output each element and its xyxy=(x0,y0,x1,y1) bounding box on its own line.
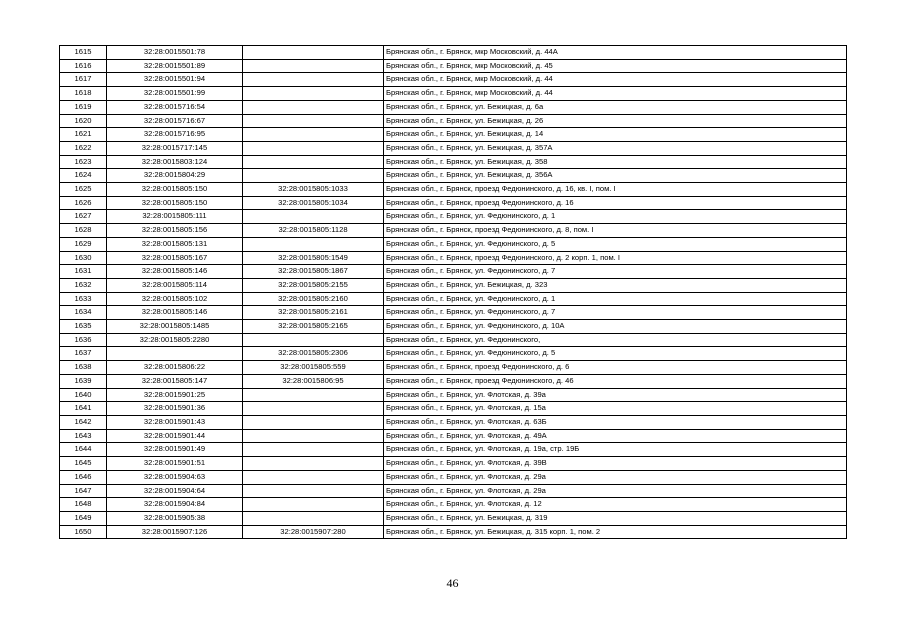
row-number-cell: 1621 xyxy=(60,128,107,142)
row-number-cell: 1633 xyxy=(60,292,107,306)
related-number-cell xyxy=(243,484,384,498)
cadastral-number-cell: 32:28:0015803:124 xyxy=(107,155,243,169)
related-number-cell xyxy=(243,402,384,416)
row-number-cell: 1619 xyxy=(60,100,107,114)
table-row xyxy=(60,128,847,142)
cadastral-number-cell: 32:28:0015805:150 xyxy=(107,196,243,210)
related-number-cell xyxy=(243,415,384,429)
related-number-cell: 32:28:0015805:1034 xyxy=(243,196,384,210)
row-number-cell: 1637 xyxy=(60,347,107,361)
related-number-cell: 32:28:0015805:2165 xyxy=(243,320,384,334)
cadastral-number-cell: 32:28:0015805:102 xyxy=(107,292,243,306)
address-cell: Брянская обл., г. Брянск, проезд Федюнинского, д. 8, пом. I xyxy=(384,224,847,238)
address-cell: Брянская обл., г. Брянск, ул. Бежицкая, д. 26 xyxy=(384,114,847,128)
address-cell: Брянская обл., г. Брянск, проезд Федюнинского, д. 16 xyxy=(384,196,847,210)
table-row xyxy=(60,347,847,361)
row-number-cell: 1630 xyxy=(60,251,107,265)
row-number-cell: 1624 xyxy=(60,169,107,183)
address-cell: Брянская обл., г. Брянск, проезд Федюнинского, д. 46 xyxy=(384,374,847,388)
cadastral-number-cell: 32:28:0015805:167 xyxy=(107,251,243,265)
cadastral-number-cell: 32:28:0015805:156 xyxy=(107,224,243,238)
address-cell: Брянская обл., г. Брянск, ул. Флотская, д. 39а xyxy=(384,388,847,402)
address-cell: Брянская обл., г. Брянск, ул. Федюнинского, д. 7 xyxy=(384,306,847,320)
related-number-cell: 32:28:0015907:280 xyxy=(243,525,384,539)
related-number-cell: 32:28:0015805:1128 xyxy=(243,224,384,238)
address-cell: Брянская обл., г. Брянск, мкр Московский, д. 45 xyxy=(384,59,847,73)
table-row xyxy=(60,210,847,224)
related-number-cell xyxy=(243,457,384,471)
cadastral-number-cell: 32:28:0015904:84 xyxy=(107,498,243,512)
cadastral-number-cell: 32:28:0015901:49 xyxy=(107,443,243,457)
row-number-cell: 1625 xyxy=(60,183,107,197)
cadastral-number-cell: 32:28:0015901:43 xyxy=(107,415,243,429)
related-number-cell xyxy=(243,429,384,443)
address-cell: Брянская обл., г. Брянск, ул. Бежицкая, д. 14 xyxy=(384,128,847,142)
row-number-cell: 1646 xyxy=(60,470,107,484)
row-number-cell: 1636 xyxy=(60,333,107,347)
cadastral-number-cell: 32:28:0015716:67 xyxy=(107,114,243,128)
cadastral-number-cell: 32:28:0015805:111 xyxy=(107,210,243,224)
address-cell: Брянская обл., г. Брянск, ул. Федюнинского, д. 10А xyxy=(384,320,847,334)
row-number-cell: 1645 xyxy=(60,457,107,471)
row-number-cell: 1641 xyxy=(60,402,107,416)
related-number-cell xyxy=(243,237,384,251)
table-row xyxy=(60,470,847,484)
row-number-cell: 1631 xyxy=(60,265,107,279)
table-row xyxy=(60,388,847,402)
table-row xyxy=(60,46,847,60)
address-cell: Брянская обл., г. Брянск, ул. Федюнинского, д. 5 xyxy=(384,347,847,361)
cadastral-number-cell: 32:28:0015805:146 xyxy=(107,306,243,320)
table-row xyxy=(60,73,847,87)
address-cell: Брянская обл., г. Брянск, проезд Федюнинского, д. 16, кв. I, пом. I xyxy=(384,183,847,197)
row-number-cell: 1627 xyxy=(60,210,107,224)
cadastral-number-cell: 32:28:0015901:25 xyxy=(107,388,243,402)
table-row xyxy=(60,306,847,320)
row-number-cell: 1620 xyxy=(60,114,107,128)
table-row xyxy=(60,361,847,375)
cadastral-number-cell: 32:28:0015806:22 xyxy=(107,361,243,375)
related-number-cell xyxy=(243,333,384,347)
row-number-cell: 1649 xyxy=(60,511,107,525)
address-cell: Брянская обл., г. Брянск, ул. Бежицкая, д. 319 xyxy=(384,511,847,525)
cadastral-number-cell: 32:28:0015805:131 xyxy=(107,237,243,251)
related-number-cell: 32:28:0015805:2155 xyxy=(243,278,384,292)
row-number-cell: 1643 xyxy=(60,429,107,443)
related-number-cell xyxy=(243,114,384,128)
records-table xyxy=(59,45,847,539)
row-number-cell: 1617 xyxy=(60,73,107,87)
address-cell: Брянская обл., г. Брянск, мкр Московский, д. 44А xyxy=(384,46,847,60)
address-cell: Брянская обл., г. Брянск, ул. Федюнинского, xyxy=(384,333,847,347)
cadastral-number-cell: 32:28:0015716:95 xyxy=(107,128,243,142)
cadastral-number-cell: 32:28:0015901:36 xyxy=(107,402,243,416)
row-number-cell: 1626 xyxy=(60,196,107,210)
table-row xyxy=(60,415,847,429)
address-cell: Брянская обл., г. Брянск, ул. Федюнинского, д. 1 xyxy=(384,292,847,306)
related-number-cell xyxy=(243,128,384,142)
table-row xyxy=(60,402,847,416)
cadastral-number-cell xyxy=(107,347,243,361)
table-row xyxy=(60,196,847,210)
cadastral-number-cell: 32:28:0015805:2280 xyxy=(107,333,243,347)
address-cell: Брянская обл., г. Брянск, ул. Федюнинского, д. 5 xyxy=(384,237,847,251)
table-row xyxy=(60,155,847,169)
related-number-cell xyxy=(243,141,384,155)
related-number-cell: 32:28:0015805:2160 xyxy=(243,292,384,306)
address-cell: Брянская обл., г. Брянск, ул. Флотская, д. 19а, стр. 19Б xyxy=(384,443,847,457)
address-cell: Брянская обл., г. Брянск, ул. Федюнинского, д. 1 xyxy=(384,210,847,224)
related-number-cell xyxy=(243,73,384,87)
table-row xyxy=(60,183,847,197)
table-row xyxy=(60,525,847,539)
row-number-cell: 1629 xyxy=(60,237,107,251)
address-cell: Брянская обл., г. Брянск, ул. Флотская, д. 12 xyxy=(384,498,847,512)
cadastral-number-cell: 32:28:0015501:94 xyxy=(107,73,243,87)
address-cell: Брянская обл., г. Брянск, мкр Московский, д. 44 xyxy=(384,73,847,87)
address-cell: Брянская обл., г. Брянск, ул. Флотская, д. 49А xyxy=(384,429,847,443)
table-row xyxy=(60,100,847,114)
table-row xyxy=(60,443,847,457)
address-cell: Брянская обл., г. Брянск, ул. Федюнинского, д. 7 xyxy=(384,265,847,279)
row-number-cell: 1623 xyxy=(60,155,107,169)
related-number-cell xyxy=(243,210,384,224)
address-cell: Брянская обл., г. Брянск, ул. Бежицкая, д. 358 xyxy=(384,155,847,169)
related-number-cell xyxy=(243,59,384,73)
row-number-cell: 1640 xyxy=(60,388,107,402)
table-row xyxy=(60,484,847,498)
related-number-cell xyxy=(243,511,384,525)
related-number-cell xyxy=(243,100,384,114)
address-cell: Брянская обл., г. Брянск, ул. Флотская, д. 15а xyxy=(384,402,847,416)
row-number-cell: 1644 xyxy=(60,443,107,457)
row-number-cell: 1634 xyxy=(60,306,107,320)
address-cell: Брянская обл., г. Брянск, ул. Флотская, д. 63Б xyxy=(384,415,847,429)
related-number-cell xyxy=(243,169,384,183)
table-row xyxy=(60,87,847,101)
table-row xyxy=(60,114,847,128)
related-number-cell: 32:28:0015805:1033 xyxy=(243,183,384,197)
address-cell: Брянская обл., г. Брянск, ул. Бежицкая, д. 356А xyxy=(384,169,847,183)
address-cell: Брянская обл., г. Брянск, ул. Бежицкая, д. 357А xyxy=(384,141,847,155)
row-number-cell: 1650 xyxy=(60,525,107,539)
cadastral-number-cell: 32:28:0015905:38 xyxy=(107,511,243,525)
cadastral-number-cell: 32:28:0015904:64 xyxy=(107,484,243,498)
cadastral-number-cell: 32:28:0015805:1485 xyxy=(107,320,243,334)
address-cell: Брянская обл., г. Брянск, ул. Флотская, д. 29а xyxy=(384,470,847,484)
table-row xyxy=(60,141,847,155)
address-cell: Брянская обл., г. Брянск, проезд Федюнинского, д. 6 xyxy=(384,361,847,375)
address-cell: Брянская обл., г. Брянск, проезд Федюнинского, д. 2 корп. 1, пом. I xyxy=(384,251,847,265)
related-number-cell: 32:28:0015805:2161 xyxy=(243,306,384,320)
table-row xyxy=(60,374,847,388)
row-number-cell: 1635 xyxy=(60,320,107,334)
cadastral-number-cell: 32:28:0015501:99 xyxy=(107,87,243,101)
table-row xyxy=(60,498,847,512)
related-number-cell xyxy=(243,388,384,402)
related-number-cell xyxy=(243,46,384,60)
row-number-cell: 1647 xyxy=(60,484,107,498)
row-number-cell: 1648 xyxy=(60,498,107,512)
row-number-cell: 1616 xyxy=(60,59,107,73)
address-cell: Брянская обл., г. Брянск, ул. Бежицкая, д. 315 корп. 1, пом. 2 xyxy=(384,525,847,539)
table-row xyxy=(60,292,847,306)
address-cell: Брянская обл., г. Брянск, ул. Бежицкая, д. 323 xyxy=(384,278,847,292)
row-number-cell: 1628 xyxy=(60,224,107,238)
row-number-cell: 1622 xyxy=(60,141,107,155)
cadastral-number-cell: 32:28:0015901:51 xyxy=(107,457,243,471)
table-row xyxy=(60,237,847,251)
cadastral-number-cell: 32:28:0015716:54 xyxy=(107,100,243,114)
related-number-cell: 32:28:0015806:95 xyxy=(243,374,384,388)
row-number-cell: 1632 xyxy=(60,278,107,292)
table-row xyxy=(60,59,847,73)
table-row xyxy=(60,320,847,334)
related-number-cell xyxy=(243,498,384,512)
cadastral-number-cell: 32:28:0015907:126 xyxy=(107,525,243,539)
cadastral-number-cell: 32:28:0015904:63 xyxy=(107,470,243,484)
cadastral-number-cell: 32:28:0015805:150 xyxy=(107,183,243,197)
address-cell: Брянская обл., г. Брянск, мкр Московский, д. 44 xyxy=(384,87,847,101)
related-number-cell xyxy=(243,87,384,101)
records-table-body xyxy=(60,46,847,539)
table-row xyxy=(60,511,847,525)
related-number-cell xyxy=(243,443,384,457)
row-number-cell: 1639 xyxy=(60,374,107,388)
table-row xyxy=(60,265,847,279)
row-number-cell: 1615 xyxy=(60,46,107,60)
related-number-cell xyxy=(243,470,384,484)
table-row xyxy=(60,278,847,292)
cadastral-number-cell: 32:28:0015901:44 xyxy=(107,429,243,443)
related-number-cell: 32:28:0015805:1549 xyxy=(243,251,384,265)
table-row xyxy=(60,224,847,238)
cadastral-number-cell: 32:28:0015805:147 xyxy=(107,374,243,388)
page-number: 46 xyxy=(446,576,459,590)
address-cell: Брянская обл., г. Брянск, ул. Флотская, д. 29а xyxy=(384,484,847,498)
row-number-cell: 1642 xyxy=(60,415,107,429)
row-number-cell: 1618 xyxy=(60,87,107,101)
table-row xyxy=(60,251,847,265)
cadastral-number-cell: 32:28:0015805:114 xyxy=(107,278,243,292)
cadastral-number-cell: 32:28:0015501:78 xyxy=(107,46,243,60)
related-number-cell: 32:28:0015805:2306 xyxy=(243,347,384,361)
table-row xyxy=(60,457,847,471)
address-cell: Брянская обл., г. Брянск, ул. Флотская, д. 39В xyxy=(384,457,847,471)
cadastral-number-cell: 32:28:0015804:29 xyxy=(107,169,243,183)
cadastral-number-cell: 32:28:0015805:146 xyxy=(107,265,243,279)
related-number-cell xyxy=(243,155,384,169)
table-row xyxy=(60,169,847,183)
table-row xyxy=(60,333,847,347)
cadastral-number-cell: 32:28:0015717:145 xyxy=(107,141,243,155)
row-number-cell: 1638 xyxy=(60,361,107,375)
related-number-cell: 32:28:0015805:559 xyxy=(243,361,384,375)
table-row xyxy=(60,429,847,443)
related-number-cell: 32:28:0015805:1867 xyxy=(243,265,384,279)
address-cell: Брянская обл., г. Брянск, ул. Бежицкая, д. 6а xyxy=(384,100,847,114)
cadastral-number-cell: 32:28:0015501:89 xyxy=(107,59,243,73)
